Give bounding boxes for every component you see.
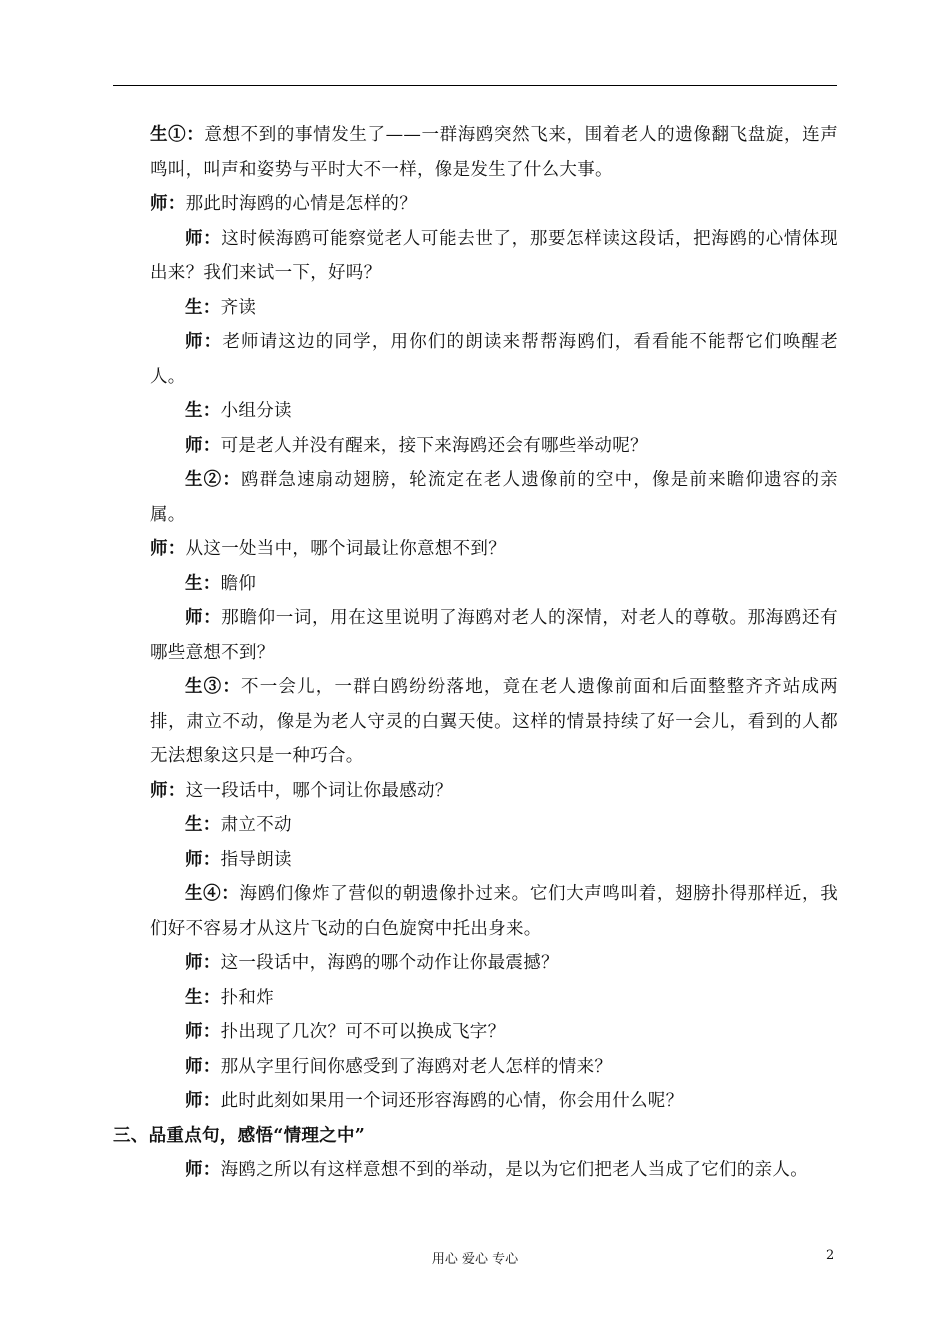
speaker-label: 师： [185, 435, 221, 456]
dialogue-paragraph [150, 567, 838, 602]
dialogue-paragraph [150, 1015, 838, 1050]
dialogue-paragraph [150, 325, 838, 394]
paragraph-text: 扑出现了几次？可不可以换成飞字？ [220, 1022, 506, 1042]
dialogue-paragraph [150, 808, 838, 843]
dialogue-paragraph [150, 532, 838, 567]
paragraph-text: 老师请这边的同学，用你们的朗读来帮帮海鸥们，看看能不能帮它们唤醒老人。 [150, 332, 838, 387]
section-heading [113, 1119, 838, 1154]
speaker-label: 师： [185, 849, 221, 870]
speaker-label: 师： [150, 539, 186, 559]
speaker-label: 师： [185, 1022, 221, 1042]
speaker-label: 生④： [185, 884, 240, 904]
paragraph-text: 海鸥们像炸了营似的朝遗像扑过来。它们大声鸣叫着，翅膀扑得那样近，我们好不容易才从这片飞动的白色旋窝中托出身来。 [150, 884, 838, 939]
dialogue-paragraph [150, 843, 838, 878]
paragraph-text: 此时此刻如果用一个词还形容海鸥的心情，你会用什么呢？ [220, 1091, 684, 1111]
paragraph-text: 小组分读 [220, 401, 292, 421]
paragraph-text: 从这一处当中，哪个词最让你意想不到？ [185, 539, 507, 559]
dialogue-paragraph [150, 946, 838, 981]
paragraph-text: 意想不到的事情发生了——一群海鸥突然飞来，围着老人的遗像翻飞盘旋，连声鸣叫，叫声和姿势与平时大不一样，像是发生了什么大事。 [150, 125, 838, 180]
speaker-label: 生： [185, 573, 221, 594]
speaker-label: 生： [185, 297, 221, 318]
paragraph-text: 这一段话中，哪个词让你最感动？ [185, 780, 453, 801]
footer-motto: 用心 爱心 专心 [431, 1252, 519, 1267]
page-number: 2 [826, 1248, 835, 1263]
speaker-label: 生： [185, 815, 221, 835]
speaker-label: 生： [185, 987, 221, 1008]
paragraph-text: 这一段话中，海鸥的哪个动作让你最震撼？ [220, 953, 559, 973]
speaker-label: 师： [185, 1160, 221, 1180]
header-rule [113, 85, 837, 86]
paragraph-text: 这时候海鸥可能察觉老人可能去世了，那要怎样读这段话，把海鸥的心情体现出来？我们来试一下，好吗？ [150, 228, 838, 283]
section-title: 三、品重点句，感悟“情理之中” [113, 1125, 366, 1146]
paragraph-text: 不一会儿，一群白鸥纷纷落地，竟在老人遗像前面和后面整整齐齐站成两排，肃立不动，像是为老人守灵的白翼天使。这样的情景持续了好一会儿，看到的人都无法想象这只是一种巧合。 [150, 677, 838, 766]
dialogue-paragraph [150, 877, 838, 946]
speaker-label: 师： [185, 608, 222, 628]
speaker-label: 师： [150, 194, 186, 214]
speaker-label: 生①： [150, 125, 205, 145]
paragraph-text: 指导朗读 [220, 849, 292, 870]
speaker-label: 师： [185, 228, 222, 249]
dialogue-paragraph [150, 1153, 838, 1188]
paragraph-text: 海鸥之所以有这样意想不到的举动，是以为它们把老人当成了它们的亲人。 [220, 1160, 809, 1180]
paragraph-text: 齐读 [220, 297, 257, 318]
dialogue-paragraph [150, 463, 838, 532]
dialogue-paragraph [150, 670, 838, 774]
speaker-label: 生③： [185, 677, 242, 697]
paragraph-text: 扑和炸 [220, 987, 275, 1008]
dialogue-paragraph [150, 291, 838, 326]
speaker-label: 师： [185, 332, 223, 352]
dialogue-paragraph [150, 1050, 838, 1085]
dialogue-paragraph [150, 429, 838, 464]
dialogue-paragraph [150, 1084, 838, 1119]
paragraph-text: 那此时海鸥的心情是怎样的？ [185, 194, 418, 214]
dialogue-paragraph [150, 222, 838, 291]
speaker-label: 生： [185, 401, 221, 421]
paragraph-text: 那瞻仰一词，用在这里说明了海鸥对老人的深情，对老人的尊敬。那海鸥还有哪些意想不到？ [150, 608, 838, 663]
dialogue-paragraph [150, 601, 838, 670]
paragraph-text: 鸥群急速扇动翅膀，轮流定在老人遗像前的空中，像是前来瞻仰遗容的亲属。 [150, 470, 838, 525]
document-body [113, 118, 838, 1188]
speaker-label: 师： [185, 1091, 221, 1111]
dialogue-paragraph [150, 394, 838, 429]
speaker-label: 生②： [185, 470, 242, 490]
dialogue-paragraph [150, 981, 838, 1016]
dialogue-paragraph [150, 187, 838, 222]
paragraph-text: 瞻仰 [220, 573, 257, 594]
paragraph-text: 可是老人并没有醒来，接下来海鸥还会有哪些举动呢？ [220, 435, 648, 456]
paragraph-text: 那从字里行间你感受到了海鸥对老人怎样的情来？ [220, 1056, 613, 1077]
speaker-label: 师： [185, 953, 221, 973]
paragraph-text: 肃立不动 [220, 815, 292, 835]
dialogue-paragraph [150, 774, 838, 809]
speaker-label: 师： [150, 780, 186, 801]
dialogue-paragraph [150, 118, 838, 187]
speaker-label: 师： [185, 1056, 221, 1077]
